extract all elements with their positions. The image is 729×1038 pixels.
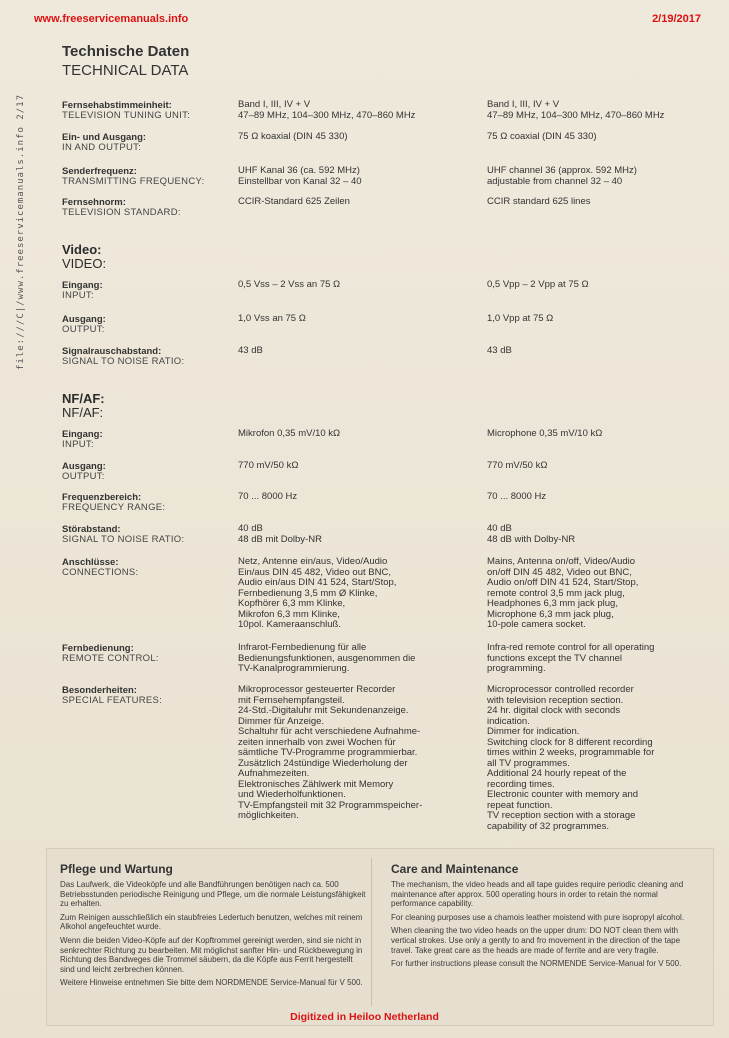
footer-credit: Digitized in Heiloo Netherland	[290, 1011, 439, 1023]
care-title-english: Care and Maintenance	[391, 862, 519, 876]
section-video-en: VIDEO:	[62, 256, 107, 271]
sidebar-file-path: file:///C|/www.freeservicemanuals.info 2/17	[16, 94, 26, 370]
section-video-de: Video:	[62, 242, 102, 257]
column-divider	[371, 858, 372, 1006]
page-title-german: Technische Daten	[62, 43, 190, 60]
care-title-german: Pflege und Wartung	[60, 862, 173, 876]
source-url[interactable]: www.freeservicemanuals.info	[34, 13, 189, 25]
page-title-english: TECHNICAL DATA	[62, 62, 189, 79]
section-audio-de: NF/AF:	[62, 391, 105, 406]
care-text-german: Das Laufwerk, die Videoköpfe und alle Bandführungen benötigen nach ca. 500 Betriebsstunden periodische Reinigung und Pflege, um die normale Leistungsfähigkeit zu erhalten. Zum Reinigen ausschließlich ein staubfreies Ledertuch benutzen, welches mit reinem Alkohol angefeuchtet wurde. Wenn die beiden Video-Köpfe auf der Kopftrommel gereinigt werden, sind sie nicht in senkrechter Richtung zu bearbeiten. Mit möglichst sanfter Hin- und Rückbewegung in Richtung des Bandweges die Trommel säubern, da die Köpfe aus Ferrit hergestellt sind und leicht zerbrechen können. Weitere Hinweise entnehmen Sie bitte dem NORDMENDE Service-Manual für V 500.	[60, 880, 366, 988]
section-audio-en: NF/AF:	[62, 405, 104, 420]
care-text-english: The mechanism, the video heads and all tape guides require periodic cleaning and maintenance after approx. 500 operating hours in order to retain the normal performance capability. For cleaning purposes use a chamois leather moistend with pure isopropyl alcohol. When cleaning the two video heads on the upper drum: DO NOT clean them with vertical strokes. Use only a gently to and fro movement in the direction of the tape travel. Take great care as the heads are made of ferrite and are very fragile. For further instructions please consult the NORMENDE Service-Manual for V 500.	[391, 880, 685, 969]
scan-date: 2/19/2017	[652, 13, 701, 25]
manual-page: www.freeservicemanuals.info 2/19/2017 file:///C|/www.freeservicemanuals.info 2/17 Technische Daten TECHNICAL DATA Fernsehabstimmeinheit: TELEVISION TUNING UNIT: Band I, III, IV + V 47–89 MHz, 104–300 MHz, 470–860 MHz Band I, III, IV + V 47–89 MHz, 104–300 MHz, 470–860 MHz Ein- und Ausgang: IN AND OUTPUT: 75 Ω koaxial (DIN 45 330) 75 Ω coaxial (DIN 45 330) Senderfrequenz: TRANSMITTING FREQUENCY: UHF Kanal 36 (ca. 592 MHz) Einstellbar von Kanal 32 – 40 UHF channel 36 (approx. 592 MHz) adjustable from channel 32 – 40 Fernsehnorm: TELEVISION STANDARD: CCIR-Standard 625 Zeilen CCIR standard 625 lines Video: VIDEO: Eingang: INPUT: 0,5 Vss – 2 Vss an 75 Ω 0,5 Vpp – 2 Vpp at 75 Ω Ausgang: OUTPUT: 1,0 Vss an 75 Ω 1,0 Vpp at 75 Ω Signalrauschabstand: SIGNAL TO NOISE RATIO: 43 dB 43 dB NF/AF: NF/AF: Eingang: INPUT: Mikrofon 0,35 mV/10 kΩ Microphone 0,35 mV/10 kΩ Ausgang: OUTPUT: 770 mV/50 kΩ 770 mV/50 kΩ Frequenzbereich: FREQUENCY RANGE: 70 ... 8000 Hz 70 ... 8000 Hz Störabstand: SIGNAL TO NOISE RATIO: 40 dB 48 dB mit Dolby-NR 40 dB 48 dB with Dolby-NR Anschlüsse: CONNECTIONS: Netz, Antenne ein/aus, Video/Audio Ein/aus DIN 45 482, Video out BNC, Audio ein/aus DIN 41 524, Start/Stop, Fernbedienung 3,5 mm Ø Klinke, Kopfhörer 6,3 mm Klinke, Mikrofon 6,3 mm Klinke, 10pol. Kameraanschluß. Mains, Antenna on/off, Video/Audio on/off DIN 45 482, Video out BNC, Audio on/off DIN 41 524, Start/Stop, remote control 3,5 mm jack plug, Headphones 6,3 mm jack plug, Microphone 6,3 mm jack plug, 10-pole camera socket. Fernbedienung: REMOTE CONTROL: Infrarot-Fernbedienung für alle Bedienungsfunktionen, ausgenommen die TV-Kanalprogrammierung. Infra-red remote control for all operating functions except the TV channel programming. Besonderheiten: SPECIAL FEATURES: Mikroprocessor gesteuerter Recorder mit Fernsehempfangsteil. 24-Std.-Digitaluhr mit Sekundenanzeige. Dimmer für Anzeige. Schaltuhr für acht verschiedene Aufnahme- zeiten innerhalb von zwei Wochen für sämtliche TV-Programme programmierbar. Zusätzlich 24stündige Wiederholung der Aufnahmezeiten. Elektronisches Zählwerk mit Memory und Wiederholfunktionen. TV-Empfangsteil mit 32 Programmspeicher- möglichkeiten. Microprocessor controlled recorder with television reception section. 24 hr. digital clock with seconds indication. Dimmer for indication. Switching clock for 8 different recording times within 2 weeks, programmable for all TV programmes. Additional 24 hourly repeat of the recording times. Electronic counter with memory and repeat function. TV reception section with a storage capability of 32 programmes. Pflege und Wartung Care and Maintenance Das Laufwerk, die Videoköpfe und alle Bandführungen benötigen nach ca. 500 Betriebsstunden periodische Reinigung und Pflege, um die normale Leistungsfähigkeit zu erhalten. Zum Reinigen ausschließlich ein staubfreies Ledertuch benutzen, welches mit reinem Alkohol angefeuchtet wurde. Wenn die beiden Video-Köpfe auf der Kopftrommel gereinigt werden, sind sie nicht in senkrechter Richtung zu bearbeiten. Mit möglichst sanfter Hin- und Rückbewegung in Richtung des Bandweges die Trommel säubern, da die Köpfe aus Ferrit hergestellt sind und leicht zerbrechen können. Weitere Hinweise entnehmen Sie bitte dem NORDMENDE Service-Manual für V 500. The mechanism, the video heads and all tape guides require periodic cleaning and maintenance after approx. 500 operating hours in order to retain the normal performance capability. For cleaning purposes use a chamois leather moistend with pure isopropyl alcohol. When cleaning the two video heads on the upper drum: DO NOT clean them with vertical strokes. Use only a gently to and fro movement in the direction of the tape travel. Take great care as the heads are made of ferrite and are very fragile. For further instructions please consult the NORMENDE Service-Manual for V 500. Digitized in Heiloo Netherland	[0, 0, 729, 1038]
